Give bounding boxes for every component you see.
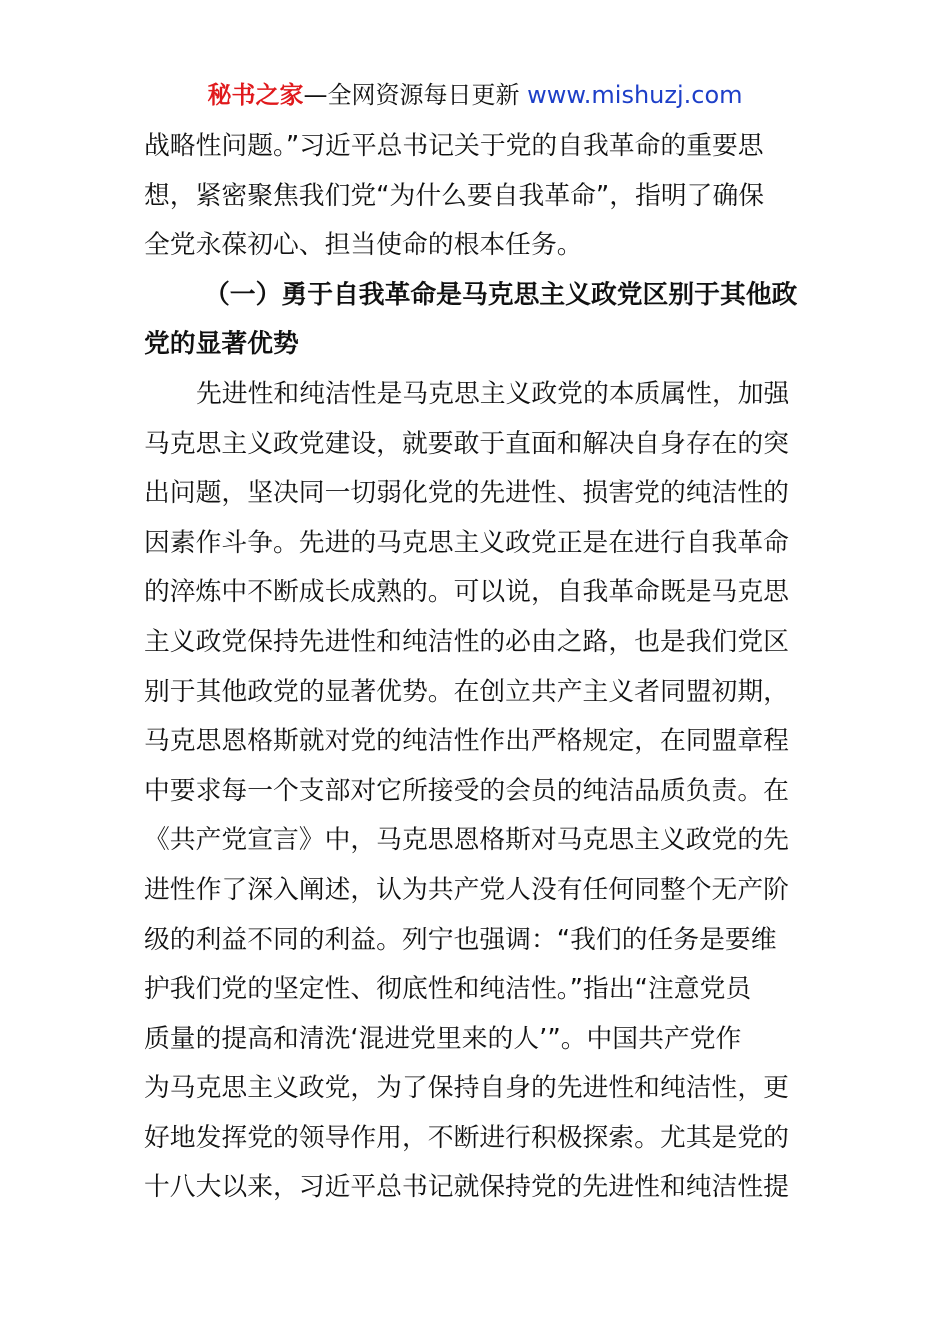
section-heading: （一）勇于自我革命是马克思主义政党区别于其他政	[204, 279, 798, 310]
text-line: 马克思主义政党建设，就要敢于直面和解决自身存在的突	[144, 428, 789, 459]
text-line: 主义政党保持先进性和纯洁性的必由之路，也是我们党区	[144, 626, 789, 657]
text-line: 战略性问题。”习近平总书记关于党的自我革命的重要思	[144, 131, 764, 161]
text-line: 因素作斗争。先进的马克思主义政党正是在进行自我革命	[144, 527, 789, 558]
brand-name: 秘书之家	[207, 81, 304, 109]
text-line: 想，紧密聚焦我们党“为什么要自我革命”，指明了确保	[144, 180, 765, 211]
text-line: 《共产党宣言》中，马克思恩格斯对马克思主义政党的先	[144, 825, 789, 856]
text-line: 先进性和纯洁性是马克思主义政党的本质属性，加强	[196, 378, 790, 409]
text-line: 进性作了深入阐述，认为共产党人没有任何同整个无产阶	[144, 874, 789, 905]
text-line: 护我们党的坚定性、彻底性和纯洁性。”指出“注意党员	[144, 974, 752, 1005]
text-line: 质量的提高和清洗‘混进党里来的人’”。中国共产党作	[144, 1023, 742, 1054]
page-header	[0, 78, 950, 112]
text-line: 级的利益不同的利益。列宁也强调：“我们的任务是要维	[144, 924, 777, 955]
text-line: 别于其他政党的显著优势。在创立共产主义者同盟初期，	[144, 676, 789, 707]
text-line: 为马克思主义政党，为了保持自身的先进性和纯洁性，更	[144, 1073, 789, 1104]
text-line: 出问题，坚决同一切弱化党的先进性、损害党的纯洁性的	[144, 478, 789, 509]
section-heading: 党的显著优势	[144, 329, 299, 360]
text-line: 好地发挥党的领导作用，不断进行积极探索。尤其是党的	[144, 1122, 789, 1153]
site-url[interactable]: www.mishuzj.com	[527, 81, 743, 109]
text-line: 十八大以来，习近平总书记就保持党的先进性和纯洁性提	[144, 1172, 789, 1203]
document-body	[144, 122, 808, 1213]
text-line: 的淬炼中不断成长成熟的。可以说，自我革命既是马克思	[144, 577, 789, 608]
header-tagline: —全网资源每日更新	[303, 81, 520, 109]
text-line: 全党永葆初心、担当使命的根本任务。	[144, 230, 583, 261]
text-line: 马克思恩格斯就对党的纯洁性作出严格规定，在同盟章程	[144, 726, 789, 757]
text-line: 中要求每一个支部对它所接受的会员的纯洁品质负责。在	[144, 775, 789, 806]
